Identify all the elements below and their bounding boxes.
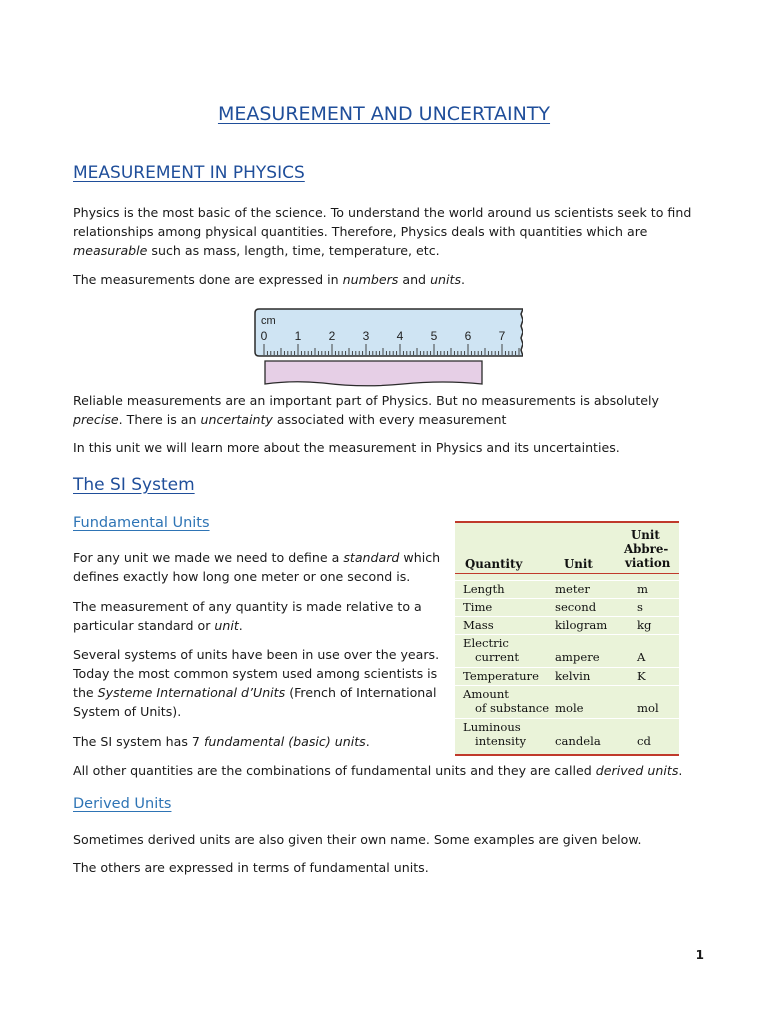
paragraph-seven-units xyxy=(73,732,443,751)
table-row xyxy=(455,616,679,634)
page-title: MEASUREMENT AND UNCERTAINTY xyxy=(217,103,551,125)
paragraph-numbers-units xyxy=(73,270,703,289)
cell-quantity: Amount xyxy=(463,687,509,701)
cell-abbr: K xyxy=(637,669,646,683)
paragraph-derived-names: Sometimes derived units are also given their own name. Some examples are given below. xyxy=(73,832,642,847)
section-heading-si-system: The SI System xyxy=(73,475,195,495)
ruler-tick-label: 3 xyxy=(362,329,370,343)
paragraph-seven-text: The SI system has 7 xyxy=(73,734,204,749)
cell-abbr: s xyxy=(637,600,643,614)
cell-quantity: Time xyxy=(463,600,493,614)
measured-object xyxy=(265,361,482,386)
table-row xyxy=(455,667,679,685)
paragraph-standard-text: For any unit we made we need to define a xyxy=(73,550,344,565)
cell-abbr: A xyxy=(637,650,646,664)
header-unit: Unit xyxy=(564,557,593,571)
cell-quantity: Luminous xyxy=(463,720,521,734)
paragraph-and-text: and xyxy=(398,272,431,287)
paragraph-intro-text: Physics is the most basic of the science. To understand the world around us scientists seek to find relationships among physical quantities. Therefore, Physics deals with quantities which are xyxy=(73,205,692,239)
paragraph-systems xyxy=(73,645,443,721)
header-abbr-line2: Abbre- xyxy=(624,542,669,556)
cell-abbr: cd xyxy=(637,734,651,748)
emphasis-numbers: numbers xyxy=(342,272,399,287)
paragraph-derived-intro xyxy=(73,761,703,780)
cell-unit: ampere xyxy=(555,650,600,664)
emphasis-measurable: measurable xyxy=(73,243,148,258)
cell-unit: meter xyxy=(555,582,590,596)
ruler-tick-label: 0 xyxy=(260,329,268,343)
page-number: 1 xyxy=(695,948,704,962)
paragraph-reliable-end: associated with every measurement xyxy=(272,412,507,427)
cell-unit: mole xyxy=(555,701,584,715)
emphasis-precise: precise xyxy=(73,412,119,427)
paragraph-standard xyxy=(73,548,443,586)
ruler-tick-label: 2 xyxy=(328,329,336,343)
ruler-tick-label: 1 xyxy=(294,329,302,343)
paragraph-systems-end: (French of International System of Units). xyxy=(73,685,437,719)
cell-quantity-line2: current xyxy=(475,650,520,664)
emphasis-derived: derived units xyxy=(595,763,679,778)
paragraph-derived-others: The others are expressed in terms of fundamental units. xyxy=(73,860,429,875)
emphasis-systeme: Systeme International d’Units xyxy=(97,685,286,700)
cell-unit: kilogram xyxy=(555,618,608,632)
cell-quantity-line2: intensity xyxy=(475,734,527,748)
table-row xyxy=(455,685,679,718)
table-row xyxy=(455,598,679,616)
paragraph-relative-text: The measurement of any quantity is made relative to a particular standard or xyxy=(73,599,422,633)
cell-quantity: Temperature xyxy=(463,669,539,683)
cell-abbr: mol xyxy=(637,701,659,715)
paragraph-relative xyxy=(73,597,443,635)
cell-quantity-line2: of substance xyxy=(475,701,550,715)
paragraph-intro-text-end: such as mass, length, time, temperature, etc. xyxy=(147,243,440,258)
paragraph-intro xyxy=(73,203,703,260)
cell-unit: candela xyxy=(555,734,601,748)
ruler-illustration xyxy=(253,308,523,388)
emphasis-uncertainty: uncertainty xyxy=(200,412,273,427)
cell-abbr: kg xyxy=(637,618,652,632)
ruler-tick-label: 6 xyxy=(464,329,472,343)
paragraph-numbers-text: The measurements done are expressed in xyxy=(73,272,343,287)
emphasis-fundamental: fundamental (basic) units xyxy=(203,734,366,749)
emphasis-unit: unit xyxy=(214,618,239,633)
paragraph-period: . xyxy=(461,272,466,287)
cell-abbr: m xyxy=(637,582,648,596)
ruler-unit-label: cm xyxy=(261,315,276,327)
paragraph-relative-end: . xyxy=(238,618,243,633)
cell-quantity: Mass xyxy=(463,618,494,632)
si-units-table xyxy=(455,521,679,756)
cell-unit: kelvin xyxy=(555,669,591,683)
paragraph-reliable xyxy=(73,391,703,429)
table-row xyxy=(455,718,679,753)
paragraph-reliable-mid: . There is an xyxy=(118,412,201,427)
emphasis-units: units xyxy=(430,272,462,287)
ruler-graphic xyxy=(253,308,523,388)
paragraph-unit-overview: In this unit we will learn more about the measurement in Physics and its uncertainties. xyxy=(73,440,620,455)
cell-quantity: Length xyxy=(463,582,505,596)
subheading-derived-units: Derived Units xyxy=(73,796,172,812)
paragraph-standard-end: which defines exactly how long one meter or one second is. xyxy=(73,550,441,584)
section-heading-measurement: MEASUREMENT IN PHYSICS xyxy=(73,163,305,183)
header-quantity: Quantity xyxy=(465,557,523,571)
paragraph-reliable-text: Reliable measurements are an important part of Physics. But no measurements is absolutely xyxy=(73,393,660,408)
ruler-tick-label: 4 xyxy=(396,329,404,343)
paragraph-derived-text: All other quantities are the combinations of fundamental units and they are called xyxy=(73,763,596,778)
table-row xyxy=(455,580,679,598)
paragraph-seven-end: . xyxy=(365,734,370,749)
ruler-tick-label: 7 xyxy=(498,329,506,343)
header-abbr-line1: Unit xyxy=(631,528,660,542)
paragraph-systems-text: Several systems of units have been in use over the years. Today the most common system used among scientists is the xyxy=(73,647,440,700)
table-row xyxy=(455,634,679,667)
emphasis-standard: standard xyxy=(343,550,400,565)
cell-quantity: Electric xyxy=(463,636,509,650)
header-abbr-line3: viation xyxy=(625,556,671,570)
table-header xyxy=(455,523,679,574)
paragraph-derived-end: . xyxy=(678,763,683,778)
cell-unit: second xyxy=(555,600,597,614)
subheading-fundamental-units: Fundamental Units xyxy=(73,515,210,531)
ruler-tick-label: 5 xyxy=(430,329,438,343)
